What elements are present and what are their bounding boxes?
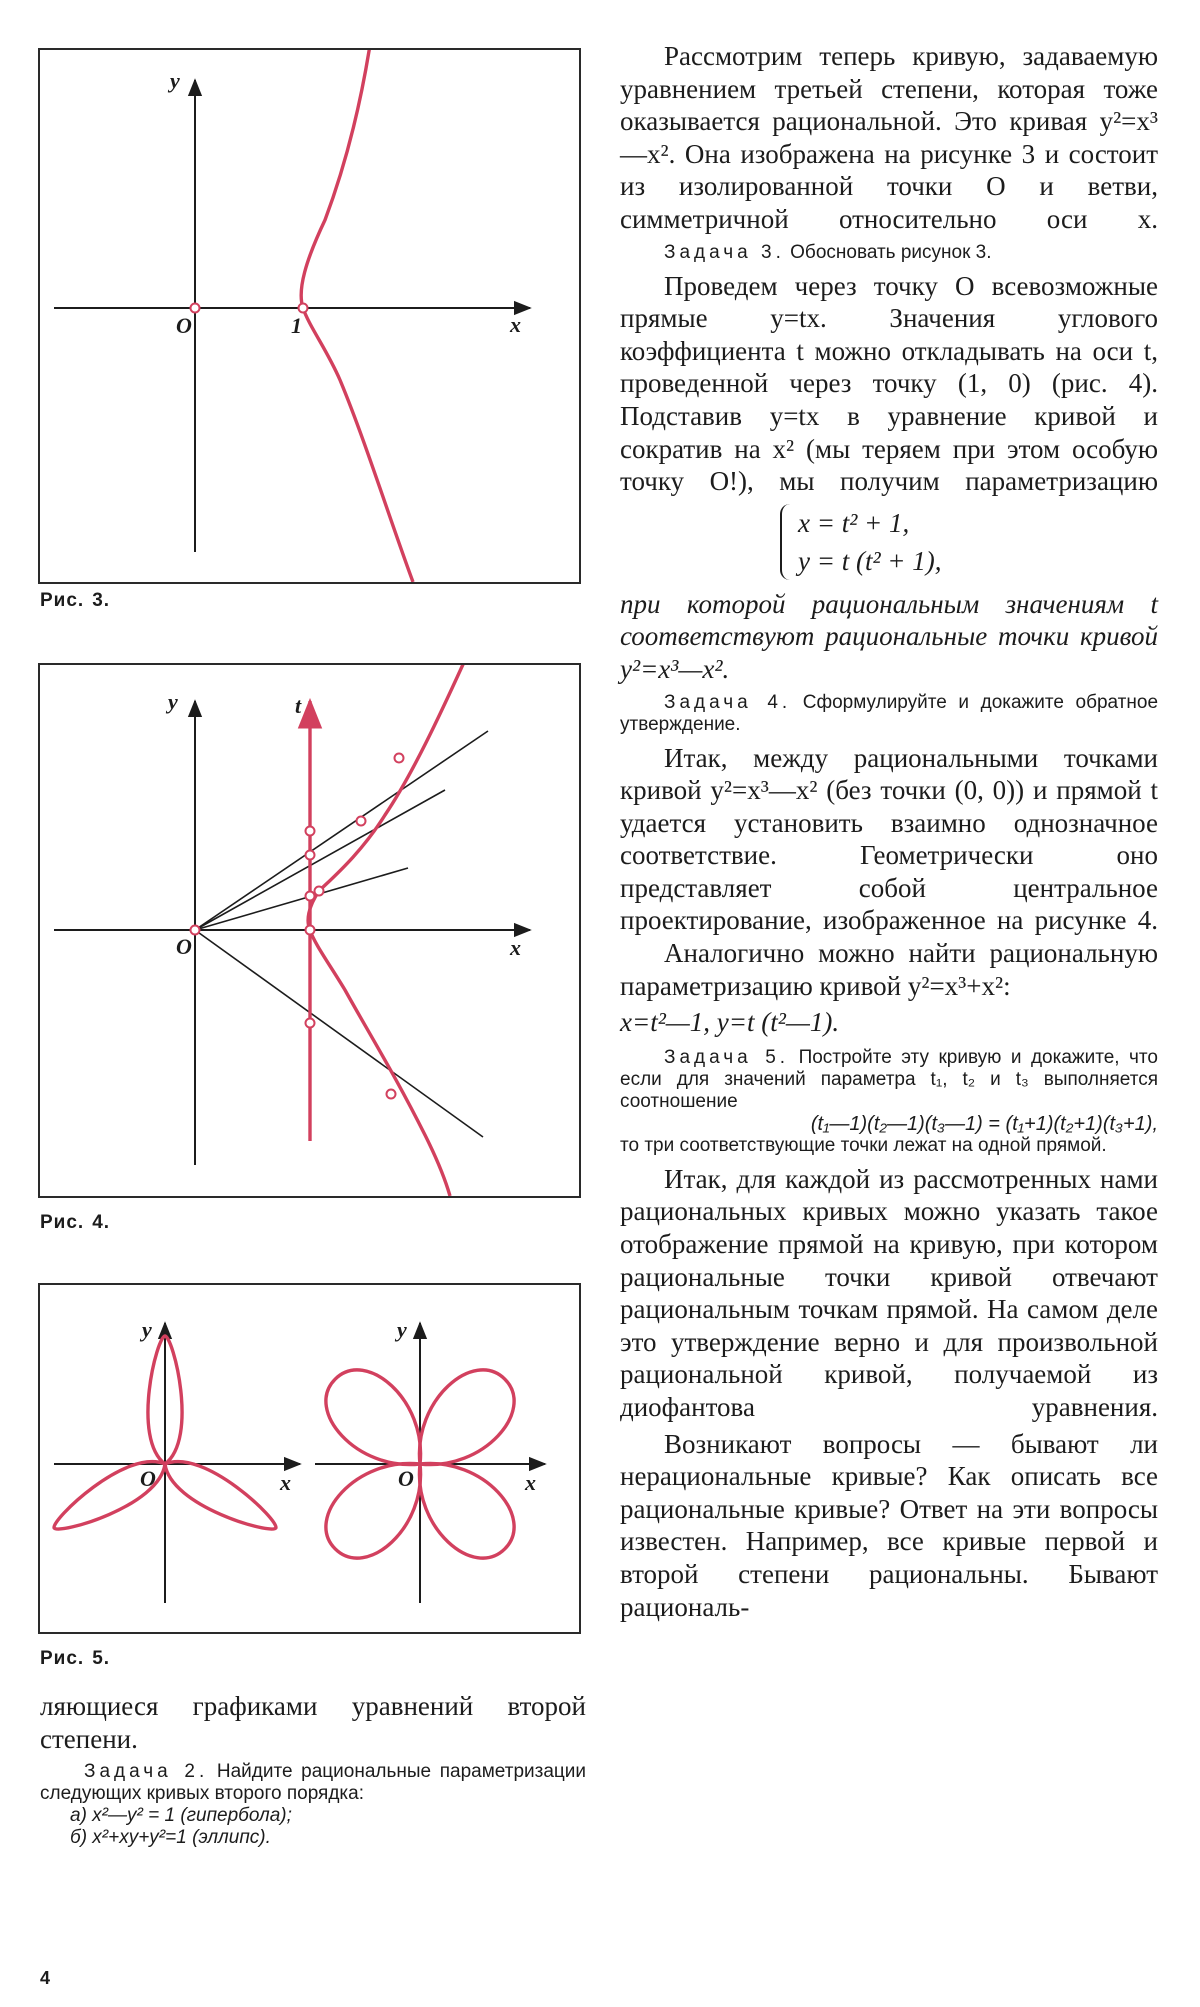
figure-3-caption: Рис. 3. [40,590,111,611]
paragraph-7: Возникают вопросы — бывают ли нерациональные кривые? Как описать все рациональные кривые? Ответ на эти вопросы известен. Например, все кривые первой и второй степени рациональны. Бывают рациональ- [620,1428,1158,1622]
curve-point-3 [315,887,324,896]
right-column-text [620,40,1158,1623]
figure-4-plot [40,665,579,1196]
t-point-4 [306,926,315,935]
label-y-left: y [142,1317,152,1342]
label-y: y [170,68,180,93]
paragraph-continuation: ляющиеся графиками уравнений второй степени. [40,1691,586,1754]
t-point-1 [306,827,315,836]
task-5-formula: (t₁—1)(t₂—1)(t₃—1) = (t₁+1)(t₂+1)(t₃+1), [810,1112,1158,1135]
label-o: O [176,934,192,959]
task-2: Задача 2. Найдите рациональные параметризации следующих кривых второго порядка: [40,1761,587,1805]
label-o-right: O [398,1466,414,1491]
label-x-left: x [280,1470,291,1495]
isolated-point-o [191,304,200,313]
t-point-3 [306,892,315,901]
label-one: 1 [291,313,302,338]
figure-5-caption: Рис. 5. [40,1648,111,1669]
secant-line-3 [195,868,408,930]
figure-3 [38,48,581,584]
label-y-right: y [397,1317,407,1342]
label-t: t [295,693,302,718]
cubic-curve-branch [301,50,413,582]
task-4: Задача 4. Сформулируйте и докажите обратное утверждение. [620,691,1159,735]
paragraph-4: Итак, между рациональными точками кривой y²=x³—x² (без точки (0, 0)) и прямой t удается установить взаимно однозначное соответствие. Геометрически оно представляет собой центральное проектирование, изображенное на рисунке 4. [620,742,1158,936]
paragraph-1: Рассмотрим теперь кривую, задаваемую уравнением третьей степени, которая тоже оказывается рациональной. Это кривая y²=x³—x². Она изображена на рисунке 3 и состоит из изолированной точки O и ветви, симметричной относительно оси x. [620,41,1158,234]
figure-4-caption: Рис. 4. [40,1212,111,1233]
task-2-item-b: б) x²+xy+y²=1 (эллипс). [70,1827,271,1849]
point-one [299,304,308,313]
figure-5 [38,1283,581,1634]
label-x-right: x [525,1470,536,1495]
secant-line-2 [195,790,445,930]
label-x: x [510,312,521,337]
figure-3-plot [40,50,579,582]
figure-5-plot [40,1285,579,1632]
label-x: x [510,935,521,960]
task-5-conclusion: то три соответствующие точки лежат на одной прямой. [620,1134,1107,1156]
paragraph-6: Итак, для каждой из рассмотренных нами рациональных кривых можно указать такое отображение прямой на кривую, при котором рациональные точки кривой отвечают рациональным точкам прямой. На самом деле это утверждение верно и для произвольной рациональной кривой, получаемой из диофантова уравнения. [620,1163,1158,1422]
label-o: O [176,313,192,338]
label-o-left: O [140,1466,156,1491]
system-line-1: x = t² + 1, [798,507,910,538]
paragraph-3: при которой рациональным значениям t соответствуют рациональные точки кривой y²=x³—x². [620,588,1158,684]
curve-point-1 [395,754,404,763]
paragraph-5: Аналогично можно найти рациональную параметризацию кривой y²=x³+x²: [620,938,1158,1001]
secant-line-4 [195,930,483,1137]
task-3: Задача 3. Обосновать рисунок 3. [664,241,992,263]
figure-4 [38,663,581,1198]
system-line-2: y = t (t² + 1), [798,545,942,576]
page-number: 4 [40,1968,51,1988]
task-5: Задача 5. Постройте эту кривую и докажите, что если для значений параметра t₁, t₂ и t₃ выполняется соотношение [620,1046,1158,1112]
label-y: y [168,689,178,714]
task-2-item-a: а) x²—y² = 1 (гипербола); [70,1805,292,1827]
parametrization-system [780,504,1158,580]
t-point-5 [306,1019,315,1028]
secant-line-1 [195,731,488,930]
paragraph-2: Проведем через точку O всевозможные прямые y=tx. Значения углового коэффициента t можно откладывать на оси t, проведенной через точку (1, 0) (рис. 4). Подставив y=tx в уравнение кривой и сократив на x² (мы теряем при этом особую точку O!), мы получим параметризацию [620,270,1158,497]
t-point-2 [306,851,315,860]
curve-point-2 [357,817,366,826]
curve-point-4 [387,1090,396,1099]
left-column-text [40,1690,586,1849]
formula-5: x=t²—1, y=t (t²—1). [620,1007,840,1038]
